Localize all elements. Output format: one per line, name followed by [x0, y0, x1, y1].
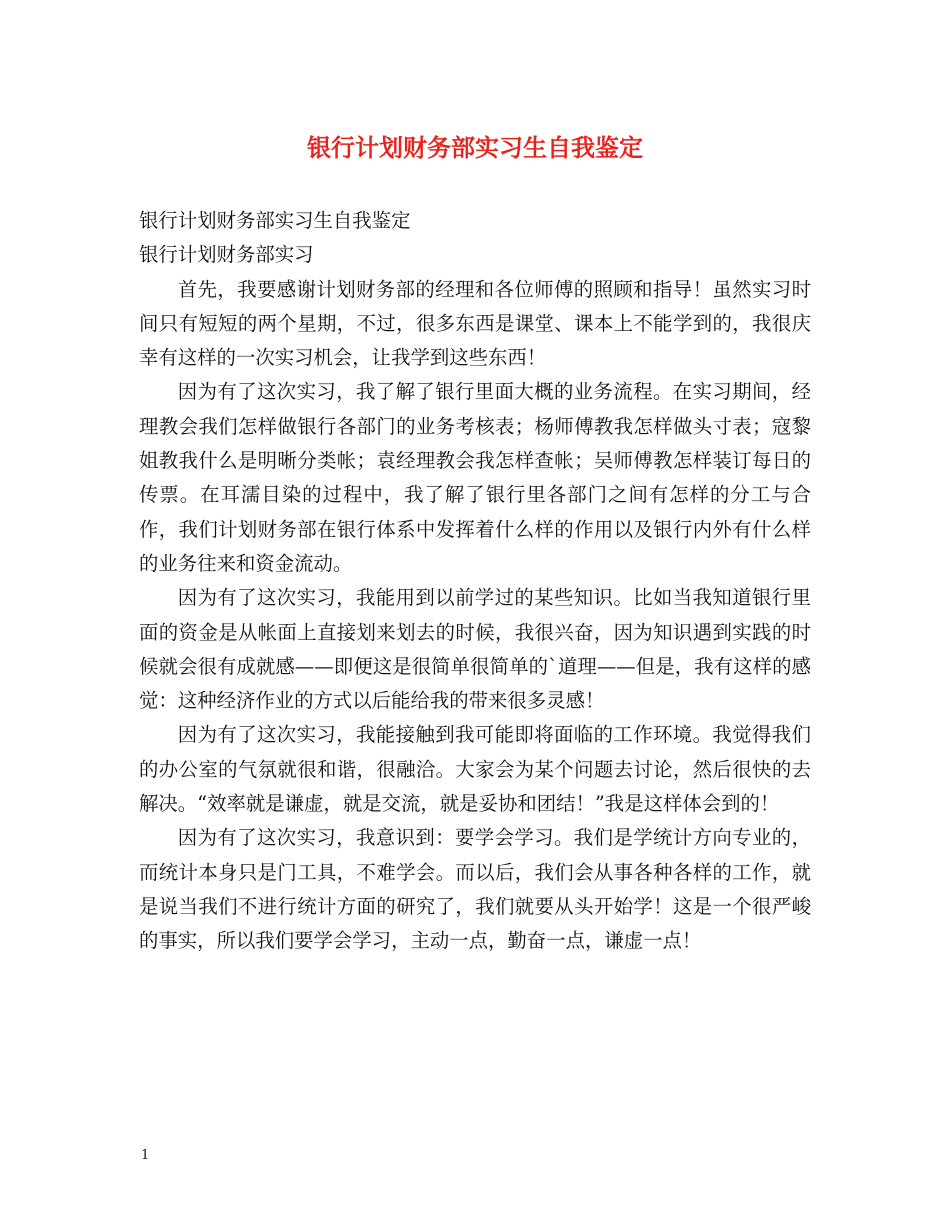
page-number: 1 — [141, 1148, 150, 1163]
paragraph-1: 首先，我要感谢计划财务部的经理和各位师傅的照顾和指导！虽然实习时间只有短短的两个星期，不过，很多东西是课堂、课本上不能学到的，我很庆幸有这样的一次实习机会，让我学到这些东西！ — [139, 277, 811, 370]
paragraph-4: 因为有了这次实习，我能接触到我可能即将面临的工作环境。我觉得我们的办公室的气氛就很和谐，很融洽。大家会为某个问题去讨论，然后很快的去解决。“效率就是谦虚，就是交流，就是妥协和团结！”我是这样体会到的！ — [139, 723, 811, 816]
paragraph-5: 因为有了这次实习，我意识到：要学会学习。我们是学统计方向专业的，而统计本身只是门工具，不难学会。而以后，我们会从事各种各样的工作，就是说当我们不进行统计方面的研究了，我们就要从头开始学！这是一个很严峻的事实，所以我们要学会学习，主动一点，勤奋一点，谦虚一点！ — [139, 826, 811, 953]
subtitle-line-2: 银行计划财务部实习 — [139, 243, 314, 267]
paragraph-2: 因为有了这次实习，我了解了银行里面大概的业务流程。在实习期间，经理教会我们怎样做银行各部门的业务考核表；杨师傅教我怎样做头寸表；寇黎姐教我什么是明晰分类帐；袁经理教会我怎样查帐；吴师傅教怎样装订每日的传票。在耳濡目染的过程中，我了解了银行里各部门之间有怎样的分工与合作，我们计划财务部在银行体系中发挥着什么样的作用以及银行内外有什么样的业务往来和资金流动。 — [139, 380, 811, 575]
subtitle-line-1: 银行计划财务部实习生自我鉴定 — [139, 209, 411, 232]
document-body — [139, 204, 811, 959]
document-title: 银行计划财务部实习生自我鉴定 — [307, 133, 643, 162]
paragraph-3: 因为有了这次实习，我能用到以前学过的某些知识。比如当我知道银行里面的资金是从帐面上直接划来划去的时候，我很兴奋，因为知识遇到实践的时候就会很有成就感——即便这是很简单很简单的`道理——但是，我有这样的感觉：这种经济作业的方式以后能给我的带来很多灵感！ — [139, 586, 811, 713]
